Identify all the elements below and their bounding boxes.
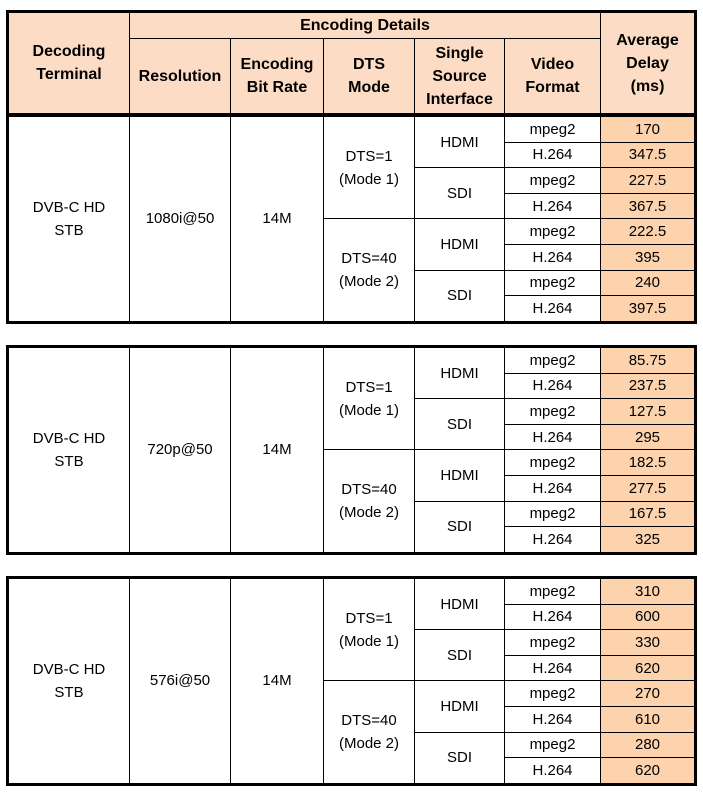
video-format-cell: mpeg2 — [505, 681, 601, 707]
video-format-cell: H.264 — [505, 142, 601, 168]
header-resolution: Resolution — [130, 39, 231, 115]
bit-rate-cell: 14M — [231, 347, 324, 554]
header-table — [6, 10, 697, 116]
average-delay-cell: 85.75 — [601, 347, 696, 374]
video-format-cell: H.264 — [505, 193, 601, 219]
dts-mode-cell: DTS=1 (Mode 1) — [324, 347, 415, 450]
interface-cell: SDI — [415, 270, 505, 322]
decoding-terminal-cell: DVB-C HD STB — [8, 116, 130, 323]
video-format-cell: mpeg2 — [505, 732, 601, 758]
interface-cell: HDMI — [415, 219, 505, 270]
average-delay-cell: 277.5 — [601, 475, 696, 501]
video-format-cell: mpeg2 — [505, 219, 601, 245]
interface-cell: SDI — [415, 399, 505, 450]
resolution-cell: 1080i@50 — [130, 116, 231, 323]
video-format-cell: mpeg2 — [505, 168, 601, 194]
bit-rate-cell: 14M — [231, 116, 324, 323]
average-delay-cell: 222.5 — [601, 219, 696, 245]
video-format-cell: mpeg2 — [505, 116, 601, 143]
decoding-terminal-cell: DVB-C HD STB — [8, 347, 130, 554]
average-delay-cell: 310 — [601, 578, 696, 605]
interface-cell: HDMI — [415, 347, 505, 399]
average-delay-cell: 280 — [601, 732, 696, 758]
average-delay-cell: 330 — [601, 630, 696, 656]
average-delay-cell: 227.5 — [601, 168, 696, 194]
video-format-cell: H.264 — [505, 244, 601, 270]
interface-cell: SDI — [415, 630, 505, 681]
dts-mode-cell: DTS=40 (Mode 2) — [324, 681, 415, 784]
average-delay-cell: 367.5 — [601, 193, 696, 219]
decoding-terminal-cell: DVB-C HD STB — [8, 578, 130, 785]
average-delay-cell: 182.5 — [601, 450, 696, 476]
delay-table-block — [6, 345, 697, 555]
video-format-cell: H.264 — [505, 706, 601, 732]
average-delay-cell: 620 — [601, 655, 696, 681]
delay-table-block — [6, 114, 697, 324]
table-row — [8, 578, 696, 605]
average-delay-cell: 600 — [601, 604, 696, 630]
header-encoding-bit-rate: Encoding Bit Rate — [231, 39, 324, 115]
video-format-cell: mpeg2 — [505, 450, 601, 476]
average-delay-cell: 240 — [601, 270, 696, 296]
average-delay-cell: 167.5 — [601, 501, 696, 527]
average-delay-cell: 270 — [601, 681, 696, 707]
average-delay-cell: 610 — [601, 706, 696, 732]
dts-mode-cell: DTS=1 (Mode 1) — [324, 116, 415, 219]
video-format-cell: mpeg2 — [505, 399, 601, 425]
average-delay-cell: 237.5 — [601, 373, 696, 399]
video-format-cell: mpeg2 — [505, 578, 601, 605]
video-format-cell: H.264 — [505, 475, 601, 501]
video-format-cell: mpeg2 — [505, 501, 601, 527]
average-delay-cell: 127.5 — [601, 399, 696, 425]
video-format-cell: mpeg2 — [505, 270, 601, 296]
interface-cell: HDMI — [415, 681, 505, 732]
header-encoding-details: Encoding Details — [130, 12, 601, 39]
interface-cell: SDI — [415, 732, 505, 784]
interface-cell: SDI — [415, 168, 505, 219]
dts-mode-cell: DTS=40 (Mode 2) — [324, 450, 415, 553]
video-format-cell: H.264 — [505, 604, 601, 630]
interface-cell: SDI — [415, 501, 505, 553]
video-format-cell: mpeg2 — [505, 630, 601, 656]
average-delay-cell: 620 — [601, 758, 696, 785]
header-single-source-interface: Single Source Interface — [415, 39, 505, 115]
video-format-cell: H.264 — [505, 424, 601, 450]
bit-rate-cell: 14M — [231, 578, 324, 785]
table-row — [8, 347, 696, 374]
video-format-cell: H.264 — [505, 373, 601, 399]
video-format-cell: H.264 — [505, 296, 601, 323]
delay-table-block — [6, 576, 697, 786]
average-delay-cell: 397.5 — [601, 296, 696, 323]
average-delay-cell: 325 — [601, 527, 696, 554]
interface-cell: HDMI — [415, 450, 505, 501]
video-format-cell: mpeg2 — [505, 347, 601, 374]
video-format-cell: H.264 — [505, 655, 601, 681]
header-video-format: Video Format — [505, 39, 601, 115]
average-delay-cell: 295 — [601, 424, 696, 450]
header-decoding-terminal: Decoding Terminal — [8, 12, 130, 115]
video-format-cell: H.264 — [505, 527, 601, 554]
dts-mode-cell: DTS=40 (Mode 2) — [324, 219, 415, 322]
table-row — [8, 116, 696, 143]
interface-cell: HDMI — [415, 578, 505, 630]
average-delay-cell: 347.5 — [601, 142, 696, 168]
resolution-cell: 576i@50 — [130, 578, 231, 785]
dts-mode-cell: DTS=1 (Mode 1) — [324, 578, 415, 681]
header-average-delay: Average Delay (ms) — [601, 12, 696, 115]
header-dts-mode: DTS Mode — [324, 39, 415, 115]
average-delay-cell: 170 — [601, 116, 696, 143]
average-delay-cell: 395 — [601, 244, 696, 270]
video-format-cell: H.264 — [505, 758, 601, 785]
interface-cell: HDMI — [415, 116, 505, 168]
resolution-cell: 720p@50 — [130, 347, 231, 554]
